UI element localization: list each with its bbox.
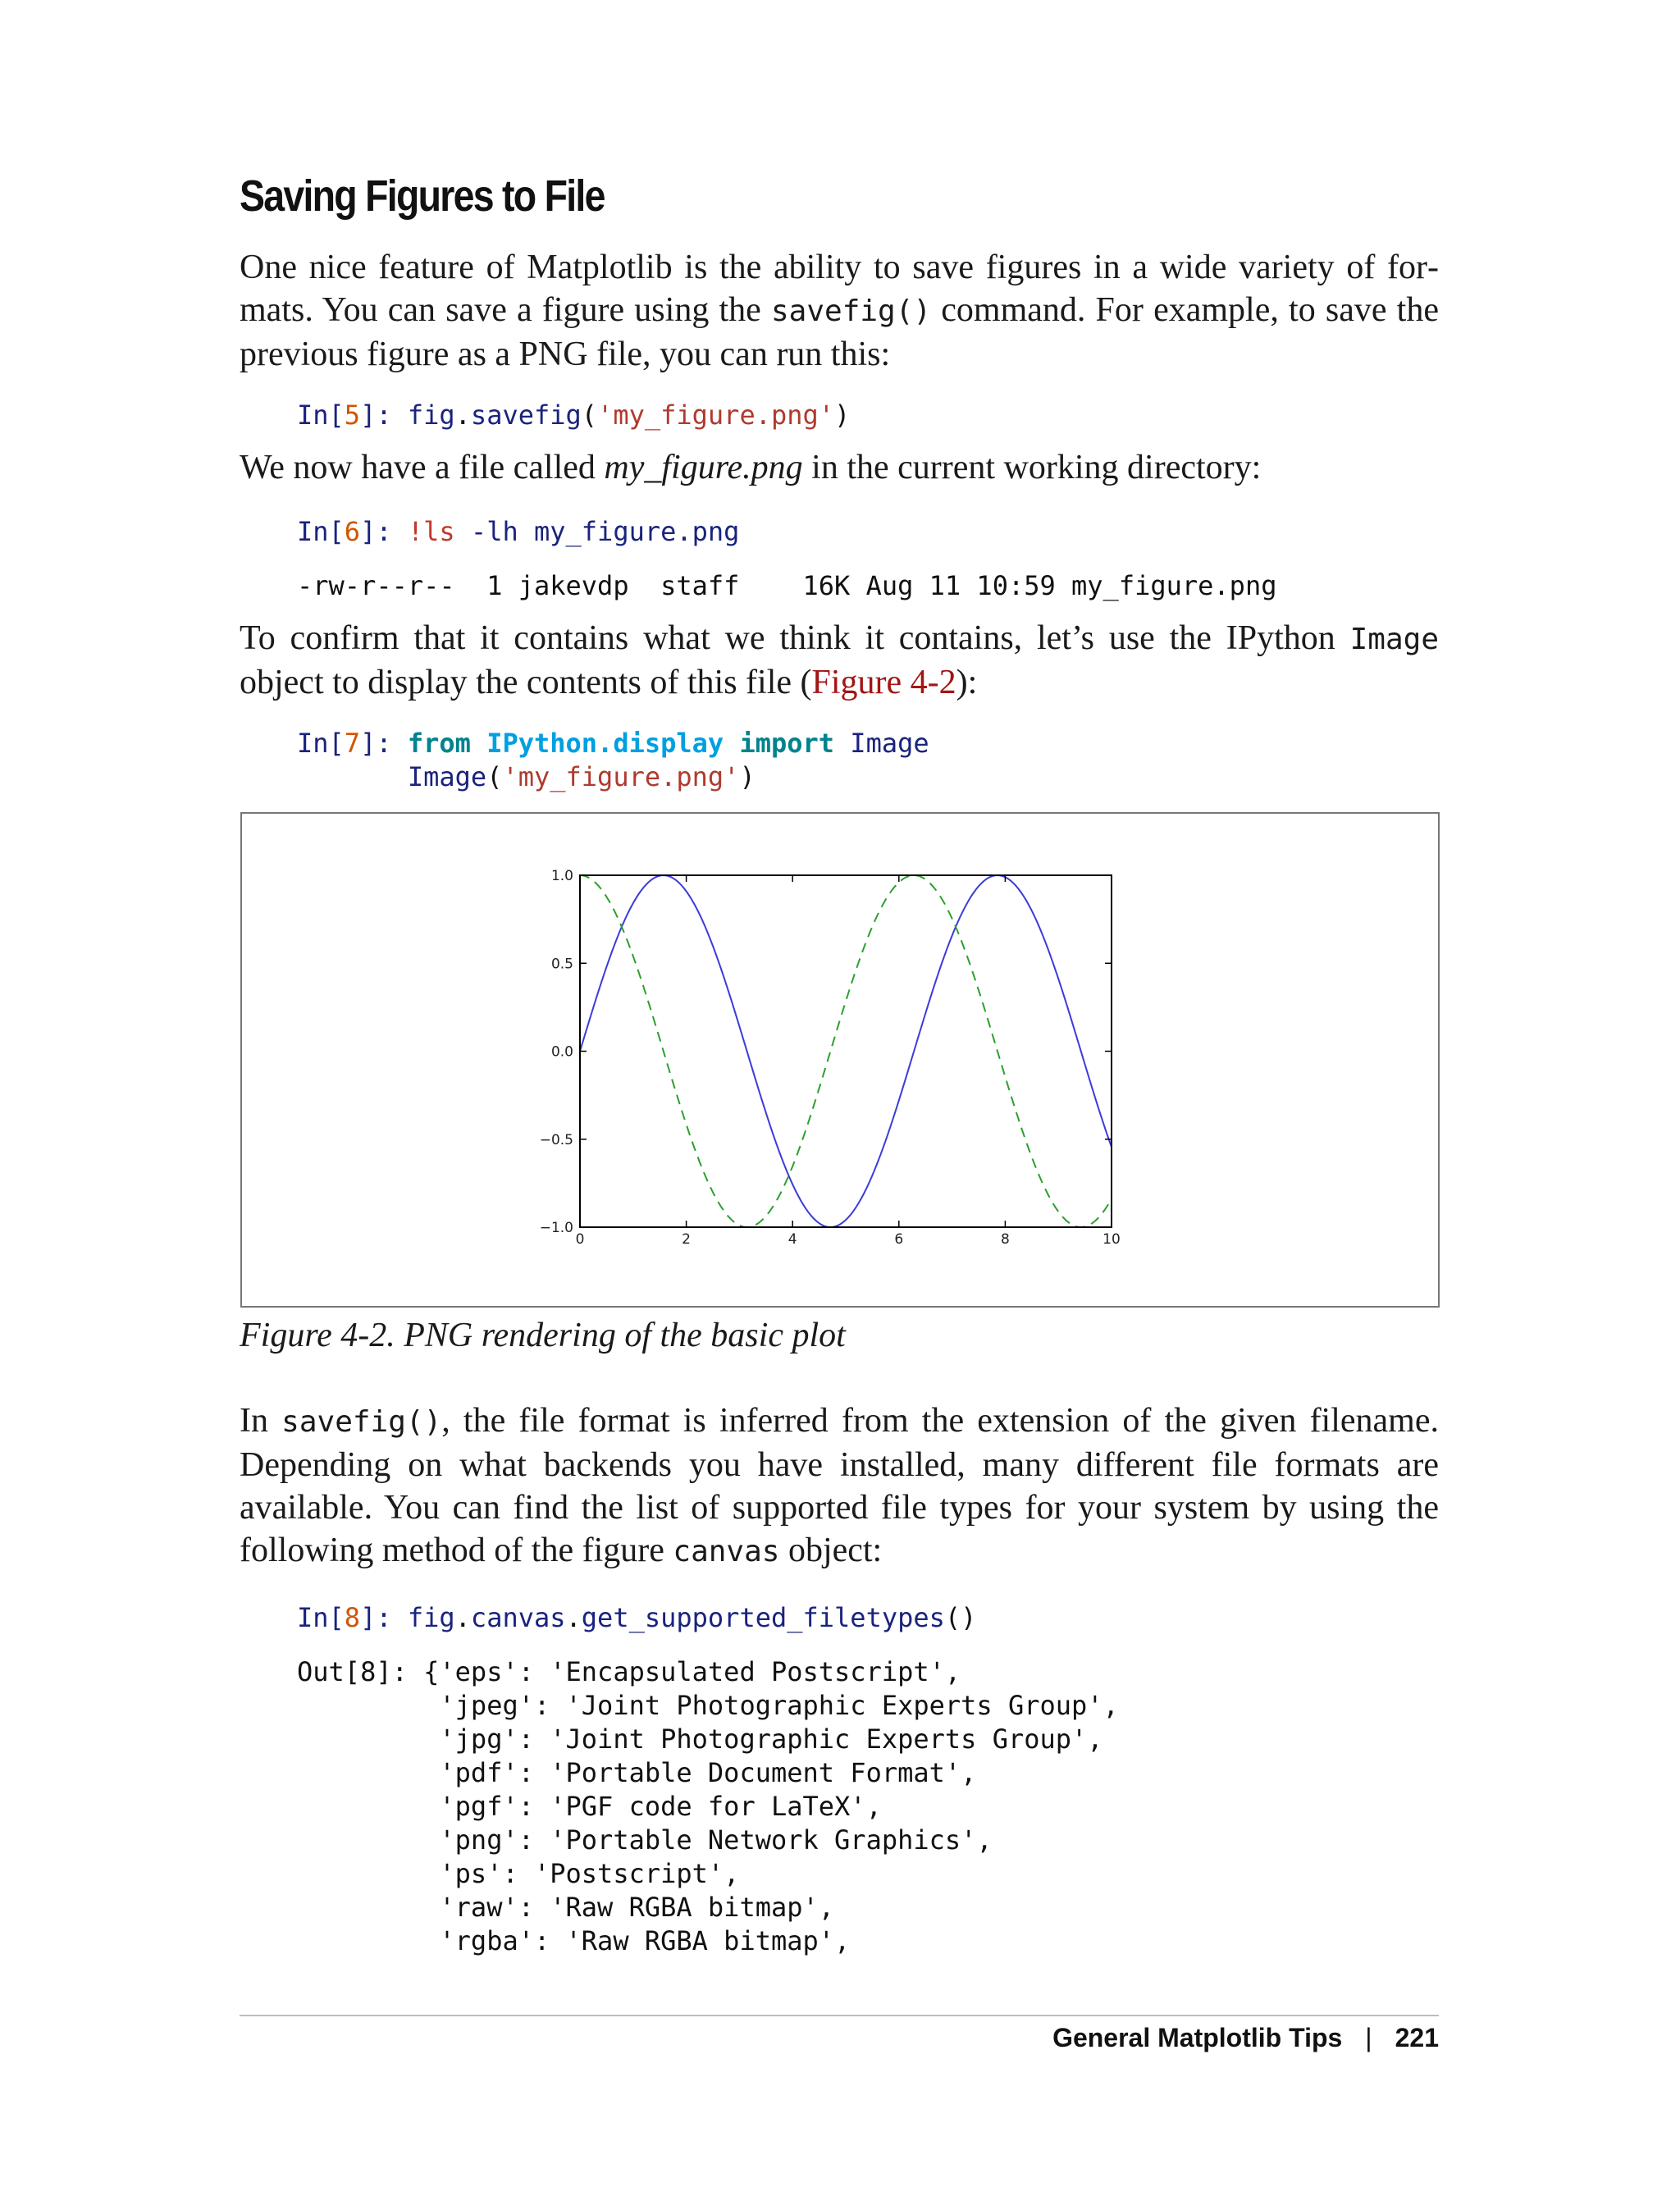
figure-caption: Figure 4-2. PNG rendering of the basic plot: [240, 1317, 846, 1354]
prompt: ]:: [360, 516, 408, 547]
shell-args: -lh my_figure.png: [454, 516, 740, 547]
y-tick-label: 0.5: [550, 956, 573, 973]
x-tick-label: 2: [682, 1231, 692, 1248]
text-run: In: [240, 1402, 282, 1440]
intro-paragraph: [240, 246, 1439, 376]
code-output-filetypes: [297, 1655, 1119, 1958]
prompt: In[: [297, 516, 345, 547]
x-tick-label: 0: [575, 1231, 585, 1248]
text-run: One nice feature of Matplotlib is the ability to save figures in a wide variety of for‐mats. You can save a figure using the: [240, 249, 1439, 329]
text-run: object:: [779, 1532, 883, 1569]
output-line: 'pdf': 'Portable Document Format',: [297, 1757, 977, 1788]
running-footer-title: General Matplotlib Tips: [1052, 2023, 1343, 2052]
code-token: savefig: [470, 399, 582, 431]
filename-emphasis: my_figure.png: [604, 449, 803, 486]
figure-frame: [240, 812, 1440, 1308]
text-run: , the file format is inferred from the extension of the given filename. Depending on what backends you have installed, many different file formats are available. You can find the list of supported file types for your system by using the following method of the figure: [240, 1402, 1439, 1569]
code-cell-in8: [297, 1601, 976, 1635]
series-line-sin: [580, 875, 1112, 1227]
inline-code-savefig: savefig(): [281, 1405, 442, 1439]
series-line-cos: [580, 875, 1112, 1227]
code-token: canvas: [470, 1602, 566, 1633]
y-tick-label: 0.0: [550, 1043, 573, 1061]
output-line: 'pgf': 'PGF code for LaTeX',: [297, 1791, 882, 1822]
code-token: .: [454, 399, 471, 431]
page-footer: [1052, 2023, 1439, 2053]
shell-command: !ls: [407, 516, 455, 547]
prompt: In[: [297, 399, 345, 431]
text-run: command. For example, to save the previous figure as a PNG file, you can run this:: [240, 291, 1439, 373]
prompt-number: 6: [344, 516, 361, 547]
code-string: 'my_figure.png': [597, 399, 835, 431]
prompt-number: 7: [344, 728, 361, 759]
x-tick-label: 10: [1102, 1231, 1121, 1248]
prompt: ]:: [360, 399, 408, 431]
code-cell-in5: [297, 399, 850, 432]
section-heading: Saving Figures to File: [240, 171, 605, 221]
footer-separator: |: [1365, 2023, 1372, 2052]
text-run: in the current working directory:: [802, 449, 1262, 486]
prompt: In[: [297, 1602, 345, 1633]
confirm-paragraph: [240, 617, 1439, 704]
code-string: 'my_figure.png': [502, 761, 740, 792]
output-line: 'png': 'Portable Network Graphics',: [297, 1824, 993, 1856]
code-token: ): [739, 761, 756, 792]
x-tick-label: 4: [788, 1231, 797, 1248]
inline-code-canvas: canvas: [673, 1535, 780, 1568]
y-tick-label: 1.0: [550, 868, 573, 884]
x-tick-label: 8: [1000, 1231, 1010, 1248]
text-run: To confirm that it contains what we think it contains, let’s use the IPython: [240, 619, 1350, 657]
format-paragraph: [240, 1399, 1439, 1573]
inline-code-savefig: savefig(): [771, 294, 932, 328]
code-token: Image: [407, 761, 487, 792]
code-token: ): [834, 399, 851, 431]
line-chart: [242, 814, 1438, 1306]
code-cell-in7: [297, 727, 929, 794]
prompt: ]:: [360, 728, 408, 759]
x-tick-label: 6: [894, 1231, 904, 1248]
keyword-import: import: [739, 728, 835, 759]
code-token: (): [944, 1602, 977, 1633]
output-line: 'jpeg': 'Joint Photographic Experts Group',: [297, 1690, 1119, 1721]
prompt-number: 5: [344, 399, 361, 431]
text-run: ):: [956, 664, 978, 701]
indent: [297, 761, 408, 792]
y-tick-label: −1.0: [539, 1220, 573, 1236]
prompt: ]:: [360, 1602, 408, 1633]
code-token: (: [581, 399, 598, 431]
prompt: In[: [297, 728, 345, 759]
code-token: get_supported_filetypes: [581, 1602, 945, 1633]
module-name: IPython.display: [486, 728, 724, 759]
code-token: (: [486, 761, 503, 792]
text-run: object to display the contents of this file (: [240, 664, 812, 701]
output-line: 'raw': 'Raw RGBA bitmap',: [297, 1892, 835, 1923]
code-token: .: [454, 1602, 471, 1633]
figure-reference-link[interactable]: Figure 4-2: [811, 664, 956, 701]
code-token: .: [565, 1602, 582, 1633]
prompt-number: 8: [344, 1602, 361, 1633]
footer-rule: [240, 2015, 1439, 2016]
page-number: 221: [1395, 2023, 1439, 2052]
text-run: We now have a file called: [240, 449, 605, 486]
output-line: Out[8]: {'eps': 'Encapsulated Postscript',: [297, 1656, 961, 1687]
file-paragraph: [240, 446, 1439, 489]
output-line: 'jpg': 'Joint Photographic Experts Group',: [297, 1723, 1103, 1755]
output-line: 'ps': 'Postscript',: [297, 1858, 740, 1889]
code-output-ls: -rw-r--r-- 1 jakevdp staff 16K Aug 11 10:59 my_figure.png: [297, 570, 1277, 601]
imported-name: Image: [850, 728, 929, 759]
keyword-from: from: [407, 728, 471, 759]
code-token: fig: [407, 1602, 455, 1633]
axes-frame: [580, 875, 1112, 1227]
inline-code-image: Image: [1349, 623, 1439, 656]
y-tick-label: −0.5: [539, 1131, 573, 1148]
output-line: 'rgba': 'Raw RGBA bitmap',: [297, 1925, 851, 1956]
code-token: fig: [407, 399, 455, 431]
code-cell-in6: [297, 515, 739, 549]
